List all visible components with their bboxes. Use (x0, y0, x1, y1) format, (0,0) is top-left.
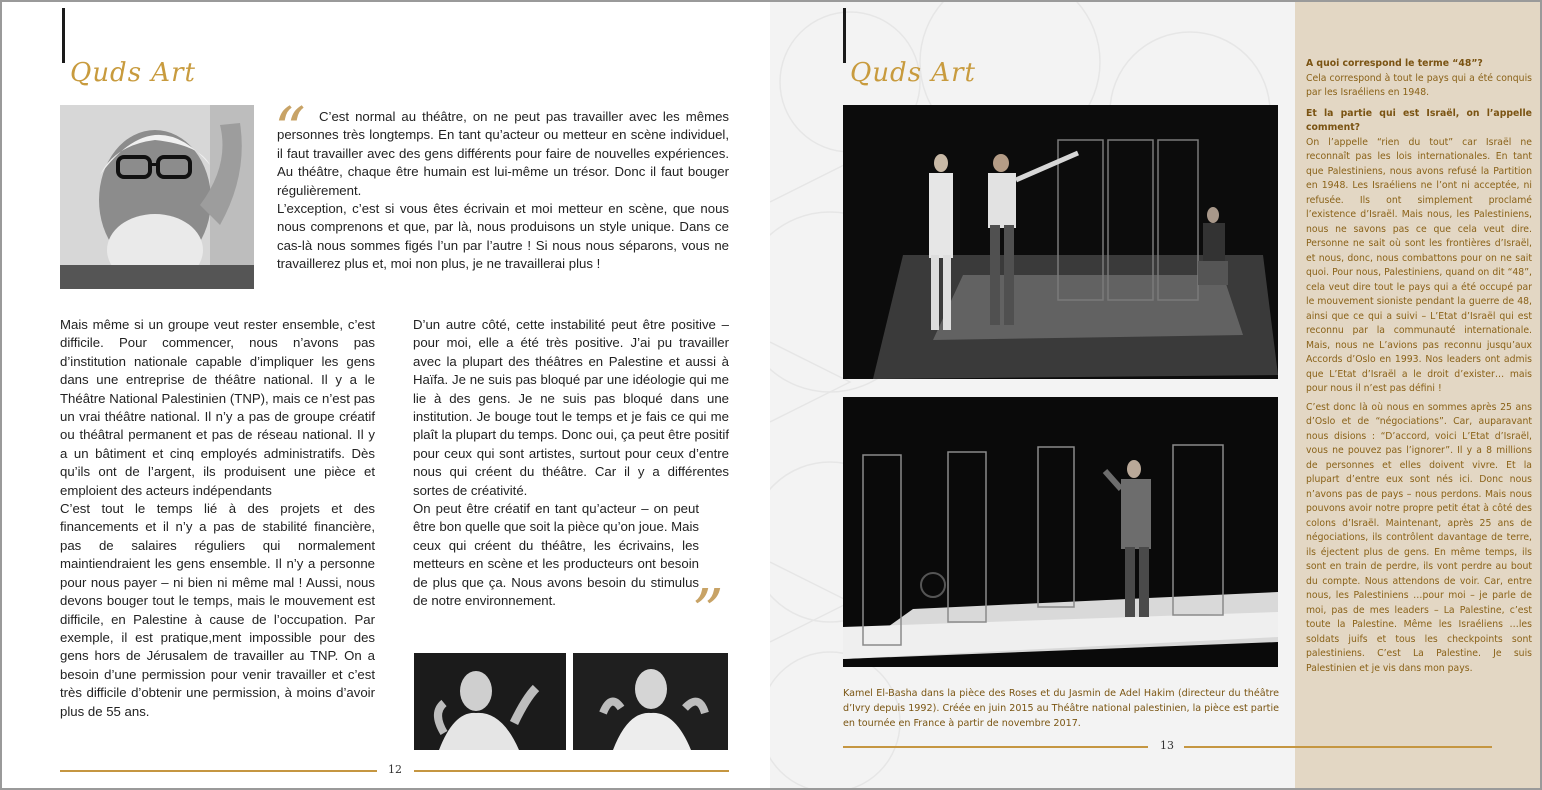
page-right (770, 2, 1540, 788)
close-quote-icon: ” (692, 575, 724, 648)
pull-quote (277, 108, 729, 274)
stage-photo-1 (843, 105, 1278, 379)
body-paragraph: Mais même si un groupe veut rester ensemble, c’est difficile. Pour commencer, nous n’avons pas d’institution nationale capable d’impliquer les gens dans une entreprise de théâtre national. Il y a le Théâtre National Palestinien (TNP), mais ce n’est pas un vrai théâtre national. Il n’y a pas de groupe créatif ou théâtral permanent et pas de réseau national. Il y a un bâtiment et cinq employés administratifs. Dès qu’ils ont de l’argent, ils produisent une pièce et emploient des acteurs indépendants (60, 317, 375, 498)
body-paragraph: D’un autre côté, cette instabilité peut être positive – pour moi, elle a été très positive. J’ai pu travailler avec la plupart des théâtres en Palestine et aussi à Haïfa. Je ne suis pas bloqué par une idéologie qui me lie à des gens. Je ne suis pas bloqué dans une institution. Je bouge tout le temps et je fais ce qui me plaît la plupart du temps. Donc oui, ça peut être positif pour ceux qui sont artistes, surtout pour ceux d’entre nous qui créent du théâtre. Car il y a différentes sortes de créativité. (413, 317, 729, 498)
sidebar-interview (1306, 57, 1532, 676)
stage-photo-2 (843, 397, 1278, 667)
interview-photo-1 (414, 653, 566, 750)
footer-rule-left (60, 770, 377, 772)
body-paragraph: C’est tout le temps lié à des projets et des financements et il n’y a pas de stabilité financière, pas de salaires réguliers qui normalement maintiendraient les gens ensemble. Il n’y a personne pour nous payer – ni bien ni même mal ! Aussi, nous devons bouger tout le temps, mais le mouvement est difficile, en Palestine à cause de l’occupation. Par exemple, il est pratique,ment impossible pour des gens hors de Jérusalem de travailler au TNP. On a besoin d’une permission pour venir travailler et c’est très difficile d’obtenir une permission, à moins d’avoir plus de 55 ans. (60, 501, 375, 719)
text-column-2 (413, 316, 729, 611)
page-number: 12 (388, 763, 402, 776)
quote-paragraph: C’est normal au théâtre, on ne peut pas travailler avec les mêmes personnes très longtemps. En tant qu’acteur ou metteur en scène individuel, il faut travailler avec des gens différents pour faire de nouvelles expériences. Au théâtre, chaque être humain est lui-même un trésor. Donc il faut bouger régulièrement. (277, 109, 729, 198)
interview-photo-2 (573, 653, 728, 750)
body-paragraph: On peut être créatif en tant qu’acteur – on peut être bon quelle que soit la pièce qu’on joue. Mais ceux qui créent du théâtre, les écrivains, les metteurs en scène et les producteurs ont besoin de plus que ça. Nous avons besoin du stimulus de notre environnement. (413, 501, 699, 609)
sidebar-answer: Cela correspond à tout le pays qui a été conquis par les Israéliens en 1948. (1306, 72, 1532, 98)
sidebar-question: A quoi correspond le terme “48”? (1306, 58, 1483, 69)
brand-logo: Quds Art (850, 58, 976, 88)
portrait-photo (60, 105, 254, 289)
brand-logo: Quds Art (70, 58, 196, 88)
open-quote-icon: “ (274, 93, 306, 166)
page-number: 13 (1160, 739, 1174, 752)
photo-caption (843, 686, 1279, 731)
footer-rule-right (1184, 746, 1492, 748)
accent-vertical-bar (62, 8, 65, 63)
sidebar-answer: C’est donc là où nous en sommes après 25 ans d’Oslo et de “négociations”. Car, auparavant nous disions : “D’accord, voici L’Etat d’Israël, vous ne pouvez pas l’ignorer”. Il y a 8 millions de personnes et elles doivent vivre. Et la plupart d’entre eux sont nés ici. Donc nous n’avons pas de pays – nous perdons. Mais nous pouvons avoir notre propre petit état à côté des colons d’Israël. Maintenant, après 25 ans de négociations, ils contrôlent davantage de terre, ils éjectent plus de gens. En même temps, ils sont en train de perdre, ils vont perdre au bout du compte. Nous attendons de voir. Car, entre nous, les Palestiniens …pour moi – je parle de moi, pas de mes leaders – La Palestine, c’est toute la Palestine. Même les Israéliens …les soldats juifs et tous les checkpoints sont palestiniens. C’est La Palestine. Je suis Palestinien et je vis dans mon pays. (1306, 401, 1532, 674)
accent-vertical-bar (843, 8, 846, 63)
page-left (2, 2, 770, 788)
caption-text: Kamel El-Basha dans la pièce des Roses et du Jasmin de Adel Hakim (directeur du théâtre d’Ivry depuis 1992). Créée en juin 2015 au Théâtre national palestinien, la pièce est partie en tournée en France à partir de novembre 2017. (843, 688, 1280, 729)
footer-rule-right (414, 770, 729, 772)
sidebar-answer: On l’appelle “rien du tout” car Israël ne reconnaît pas les lois internationales. En tant que Palestiniens, nous avons refusé la Partition en 1948. Les Israéliens ne l’ont ni acceptée, ni refusée. Ils ont simplement proclamé l’existence d’Israël. Mais nous, les Palestiniens, nous ne savons pas ce que cela veut dire. Personne ne sait où sont les frontières d’Israël, et nous, donc, nous combattons pour on ne sait quoi. Pour nous, Palestiniens, quand on dit “48”, cela veut dire tout le pays qui a été occupé par le mouvement sioniste pendant la guerre de 48, ainsi que ce qui a suivi – L’Etat d’Israël qui est reconnu par la communauté internationale. Mais, nous ne L’avions pas reconnu jusqu’aux Accords d’Oslo en 1993. Nos leaders ont admis que L’Etat d’Israël a le droit d’exister… mais pour nous il n’est pas défini ! (1306, 136, 1532, 394)
text-column-1 (60, 316, 375, 721)
quote-paragraph: L’exception, c’est si vous êtes écrivain et moi metteur en scène, que nous nous comprenons et que, par là, nous produisons un style unique. Dans ce cas-là nous sommes figés l’un par l’autre ! Si nous nous séparons, vous ne travaillerez plus et, moi non plus, je ne travaillerai plus ! (277, 201, 729, 272)
footer-rule-left (843, 746, 1148, 748)
sidebar-question: Et la partie qui est Israël, on l’appelle comment? (1306, 107, 1532, 133)
